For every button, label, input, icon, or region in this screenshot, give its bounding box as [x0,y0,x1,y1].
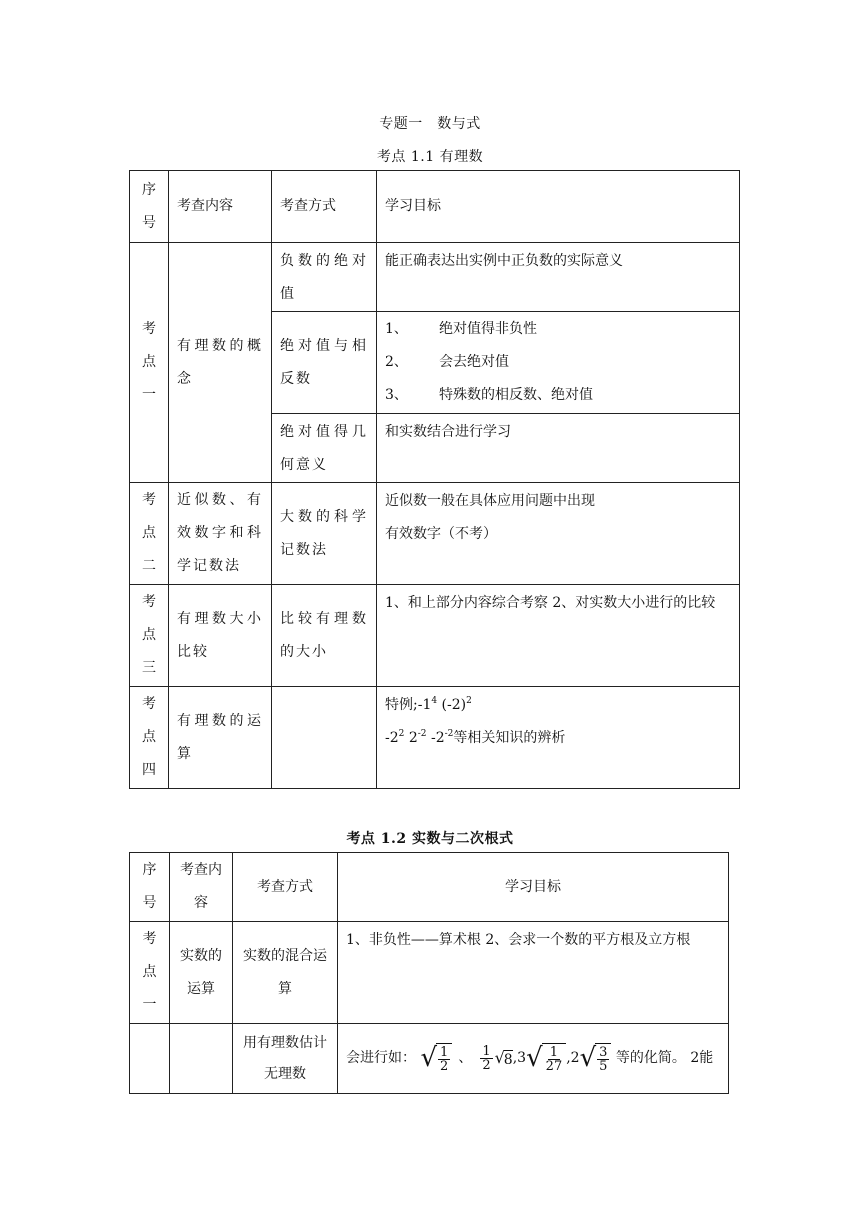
kp1-goal-b [377,312,740,414]
header-index [130,171,169,243]
math-expression: √ $\frac{1}{2}$ 、 $\frac{1}{2}$ √ 8 , 3 √ $\frac{1}{27}$ , 2 √ $\frac{3}{5}$ [420,1043,611,1073]
t2-row1-content: 实数的运算 [170,922,233,1024]
table-row [130,483,740,585]
list-item: 1、 绝对值得非负性 [385,321,537,337]
kp1-label: 考 点 一 [130,243,169,483]
header-goal: 学习目标 [377,171,740,243]
kp2-content: 近似数、有效数字和科学记数法 [169,483,272,585]
section-title-2: 考点 1.2 实数与二次根式 [346,831,514,847]
kp4-goal [377,687,740,789]
exponent-line: $-2^2$ $2^{-2}$ $-2^{-2}$等相关知识的辨析 [385,729,566,746]
kp3-label: 考 点 三 [130,585,169,687]
kp1-goal-a: 能正确表达出实例中正负数的实际意义 [377,243,740,312]
table-row [130,1024,729,1094]
table-row [130,243,740,312]
t2-row2-goal: 会进行如： √ $\frac{1}{2}$ 、 $\frac{1}{2}$ √ 8 , 3 √ $\frac{1}{27}$ , 2 √ $\frac{3}{5}$ 等的化简。 2能 [338,1024,729,1094]
kp2-goal [377,483,740,585]
rational-numbers-table [129,170,740,789]
header-index-label: 序号 [142,181,156,231]
t2-row2-label [130,1024,170,1094]
kp4-label: 考 点 四 [130,687,169,789]
kp1-method-b: 绝对值与相反数 [272,312,377,414]
t2-row1-label: 考 点 一 [130,922,170,1024]
kp1-content: 有理数的概念 [169,243,272,483]
section-title-1: 考点 1.1 有理数 [376,149,484,165]
kp3-method: 比较有理数的大小 [272,585,377,687]
header-index: 序号 [130,853,170,922]
list-item: 2、 会去绝对值 [385,354,509,370]
kp1-method-a: 负数的绝对值 [272,243,377,312]
table-header-row [130,853,729,922]
list-item: 近似数一般在具体应用问题中出现 [385,493,595,509]
header-method: 考查方式 [272,171,377,243]
kp4-method [272,687,377,789]
real-numbers-table [129,852,729,1094]
t2-row2-method: 用有理数估计无理数 [233,1024,338,1094]
table-row [130,585,740,687]
table-header-row [130,171,740,243]
header-method: 考查方式 [233,853,338,922]
t2-row2-content [170,1024,233,1094]
t2-row1-method: 实数的混合运算 [233,922,338,1024]
list-item: 有效数字（不考） [385,526,497,542]
kp1-goal-c: 和实数结合进行学习 [377,414,740,483]
special-case-line: 特例$;-1^4$ $(-2)^2$ [385,696,472,713]
kp3-goal: 1、和上部分内容综合考察 2、对实数大小进行的比较 [377,585,740,687]
kp1-method-c: 绝对值得几何意义 [272,414,377,483]
kp3-content: 有理数大小比较 [169,585,272,687]
header-content: 考查内容 [169,171,272,243]
main-title: 专题一 数与式 [379,116,481,132]
t2-row1-goal: 1、非负性——算术根 2、会求一个数的平方根及立方根 [338,922,729,1024]
list-item: 3、 特殊数的相反数、绝对值 [385,387,593,403]
table-row [130,922,729,1024]
kp4-content: 有理数的运算 [169,687,272,789]
kp2-label: 考 点 二 [130,483,169,585]
table-row [130,687,740,789]
header-content: 考查内容 [170,853,233,922]
kp2-method: 大数的科学记数法 [272,483,377,585]
header-goal: 学习目标 [338,853,729,922]
